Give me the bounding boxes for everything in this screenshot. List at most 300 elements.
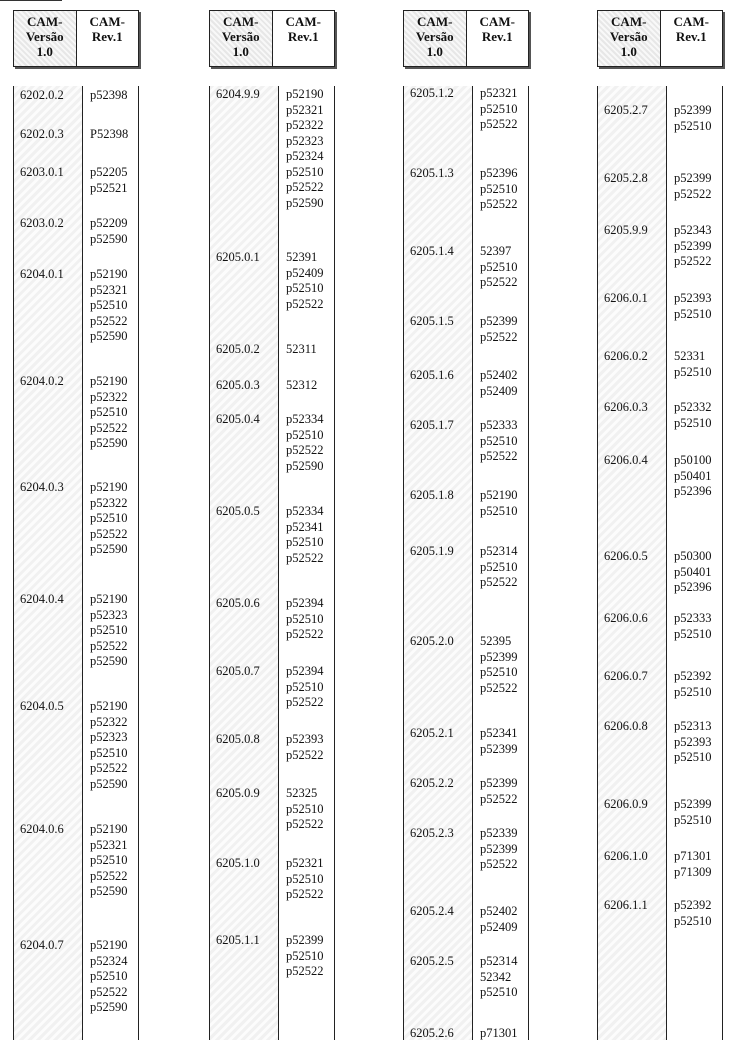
header-cam-rev: [77, 11, 139, 66]
rev-references: [90, 592, 128, 670]
cam-code: 6205.1.5: [410, 314, 454, 328]
rev-ref: p52190: [90, 480, 128, 494]
column-header: [403, 10, 529, 67]
rev-ref: p52522: [674, 254, 712, 268]
cam-code: 6206.0.6: [604, 611, 648, 625]
rev-ref: p52323: [286, 133, 324, 148]
cam-code: 6205.2.3: [410, 826, 454, 840]
cam-code: 6205.0.4: [216, 412, 260, 426]
cam-code: 6205.0.3: [216, 378, 260, 392]
rev-ref: 52397: [480, 244, 512, 258]
rev-references: [90, 88, 128, 104]
rev-ref: p52590: [90, 542, 128, 556]
rev-ref: p52322: [90, 714, 128, 729]
rev-ref: p52334: [286, 504, 324, 518]
header-line: CAM-: [285, 14, 321, 29]
column-divider: [472, 86, 473, 1040]
rev-references: [674, 291, 712, 322]
rev-ref: p52522: [286, 627, 324, 641]
rev-references: [90, 480, 128, 558]
cam-code: 6205.1.6: [410, 368, 454, 382]
rev-ref: p52333: [480, 418, 518, 432]
header-cam-versao: [598, 11, 661, 66]
cam-code: 6205.1.9: [410, 544, 454, 558]
cam-code: 6204.0.2: [20, 374, 64, 388]
rev-references: [286, 412, 324, 474]
rev-ref: p52392: [674, 669, 712, 683]
rev-references: [674, 611, 712, 642]
rev-references: [674, 223, 712, 270]
rev-ref: 52391: [286, 250, 318, 264]
rev-references: [90, 374, 128, 452]
rev-ref: p52510: [674, 812, 712, 827]
header-line: CAM-: [479, 14, 515, 29]
column-body: [597, 86, 723, 1040]
rev-references: [286, 250, 324, 312]
header-line: CAM-: [89, 14, 125, 29]
rev-ref: p71301: [674, 849, 712, 863]
rev-ref: p52190: [480, 488, 518, 502]
rev-ref: p52590: [286, 195, 324, 210]
column-header: [13, 10, 139, 67]
rev-ref: p50401: [674, 564, 712, 579]
rev-references: [674, 171, 712, 202]
cam-code: 6205.1.8: [410, 488, 454, 502]
rev-ref: p52522: [286, 747, 324, 762]
rev-ref: p52522: [286, 180, 324, 194]
rev-ref: p52190: [90, 374, 128, 388]
rev-ref: p52399: [480, 314, 518, 328]
cam-code: 6205.0.5: [216, 504, 260, 518]
rev-references: [674, 669, 712, 700]
cam-code: 6204.0.1: [20, 267, 64, 281]
rev-ref: p52510: [286, 535, 324, 549]
rev-ref: p52321: [286, 102, 324, 117]
header-cam-rev: [467, 11, 529, 66]
rev-ref: p71309: [674, 864, 712, 879]
rev-references: [674, 719, 712, 766]
rev-references: [674, 549, 712, 596]
cam-code: 6204.0.5: [20, 699, 64, 713]
rev-ref: p52510: [90, 405, 128, 419]
rev-ref: p52399: [674, 797, 712, 811]
rev-references: [480, 826, 518, 873]
rev-references: [480, 166, 518, 213]
rev-ref: p52510: [90, 298, 128, 312]
cam-code: 6206.0.7: [604, 669, 648, 683]
column-divider: [278, 86, 279, 1040]
cam-code: 6206.1.1: [604, 898, 648, 912]
rev-ref: p52510: [480, 503, 518, 518]
cam-code: 6204.0.4: [20, 592, 64, 606]
rev-ref: p52510: [674, 364, 712, 379]
cam-code: 6205.0.7: [216, 664, 260, 678]
cam-code: 6205.0.1: [216, 250, 260, 264]
rev-ref: p52510: [674, 684, 712, 699]
header-cam-versao: [14, 11, 77, 66]
header-line: CAM-: [27, 14, 63, 29]
rev-references: [480, 1026, 518, 1042]
rev-ref: p52510: [674, 750, 712, 764]
rev-ref: p52321: [90, 837, 128, 852]
rev-ref: p52399: [674, 171, 712, 185]
rev-ref: p52333: [674, 611, 712, 625]
rev-ref: p52321: [90, 282, 128, 297]
rev-ref: p52510: [90, 745, 128, 760]
rev-ref: p52190: [90, 822, 128, 836]
rev-ref: p52590: [90, 776, 128, 791]
table-column-4: [597, 10, 723, 1040]
header-line: Rev.1: [287, 29, 319, 44]
rev-references: [286, 786, 324, 833]
rev-ref: p52510: [90, 511, 128, 525]
rev-ref: p52522: [286, 817, 324, 831]
rev-ref: p52510: [480, 985, 518, 999]
rev-ref: p52590: [286, 458, 324, 473]
column-body: [13, 86, 139, 1040]
rev-ref: p52522: [286, 964, 324, 978]
rev-ref: p52522: [90, 761, 128, 775]
cam-code: 6205.2.2: [410, 776, 454, 790]
rev-ref: p52590: [90, 1000, 128, 1014]
header-line: 1.0: [620, 44, 637, 59]
cam-code: 6205.1.7: [410, 418, 454, 432]
rev-ref: p52510: [480, 259, 518, 274]
rev-ref: p52314: [480, 954, 518, 968]
rev-ref: p50401: [674, 468, 712, 483]
rev-ref: p52522: [286, 443, 324, 457]
rev-ref: 52325: [286, 786, 318, 800]
rev-references: [480, 488, 518, 519]
rev-ref: p52399: [480, 741, 518, 756]
cam-code: 6205.2.0: [410, 634, 454, 648]
rev-ref: p52522: [480, 680, 518, 695]
cam-code: 6205.1.1: [216, 933, 260, 947]
rev-ref: p52205: [90, 165, 128, 179]
rev-ref: p50300: [674, 549, 712, 563]
column-body: [403, 86, 529, 1040]
header-line: Versão: [415, 29, 454, 44]
cam-code: 6204.0.6: [20, 822, 64, 836]
header-line: CAM-: [417, 14, 453, 29]
cam-code: 6205.1.2: [410, 86, 454, 100]
rev-ref: 52311: [286, 342, 317, 356]
rev-references: [674, 349, 712, 380]
header-line: 1.0: [36, 44, 53, 59]
cam-code: 6202.0.2: [20, 88, 64, 102]
rev-ref: p52510: [286, 801, 324, 816]
header-line: 1.0: [232, 44, 249, 59]
rev-ref: p52510: [90, 969, 128, 983]
rev-ref: p52339: [480, 826, 518, 840]
rev-ref: p52332: [674, 400, 712, 414]
cam-code: 6205.0.8: [216, 732, 260, 746]
rev-ref: p52190: [90, 267, 128, 281]
rev-ref: p52510: [674, 626, 712, 641]
rev-ref: p52399: [674, 238, 712, 253]
rev-ref: p52590: [90, 436, 128, 450]
rev-ref: p52343: [674, 223, 712, 237]
cam-code: 6205.2.8: [604, 171, 648, 185]
rev-ref: p52321: [286, 856, 324, 870]
cam-code: 6205.2.1: [410, 726, 454, 740]
cam-code: 6205.0.9: [216, 786, 260, 800]
rev-ref: p52399: [286, 933, 324, 947]
table-column-1: [13, 10, 139, 1040]
header-line: CAM-: [611, 14, 647, 29]
rev-ref: p52396: [674, 580, 712, 594]
rev-references: [90, 267, 128, 345]
rev-ref: p52409: [286, 265, 324, 280]
rev-ref: p52522: [480, 449, 518, 463]
rev-ref: p52190: [90, 592, 128, 606]
rev-references: [480, 776, 518, 807]
cam-code: 6206.0.4: [604, 453, 648, 467]
cam-code: 6206.0.3: [604, 400, 648, 414]
rev-ref: p52590: [90, 884, 128, 898]
cam-code: 6206.0.9: [604, 797, 648, 811]
column-divider: [666, 86, 667, 1040]
rev-ref: p52396: [674, 484, 712, 498]
rev-ref: 52312: [286, 378, 318, 392]
rev-references: [286, 664, 324, 711]
rev-ref: p52522: [286, 887, 324, 901]
rev-ref: p52399: [480, 649, 518, 664]
cam-code: 6206.1.0: [604, 849, 648, 863]
cam-code: 6205.2.4: [410, 904, 454, 918]
rev-references: [286, 596, 324, 643]
rev-references: [90, 938, 128, 1016]
rev-ref: p52341: [286, 519, 324, 534]
rev-ref: p52324: [90, 953, 128, 968]
rev-references: [674, 898, 712, 929]
cam-code: 6203.0.1: [20, 165, 64, 179]
rev-references: [286, 933, 324, 980]
rev-references: [90, 127, 128, 143]
rev-ref: p52522: [286, 550, 324, 565]
rev-ref: p52521: [90, 180, 128, 195]
rev-ref: 52342: [480, 969, 512, 984]
rev-ref: p52510: [286, 948, 324, 963]
cam-code: 6205.2.5: [410, 954, 454, 968]
rev-ref: p52209: [90, 216, 128, 230]
rev-ref: p52522: [90, 420, 128, 435]
rev-ref: p52510: [286, 164, 324, 179]
rev-references: [480, 954, 518, 1001]
rev-ref: 52395: [480, 634, 512, 648]
rev-references: [286, 732, 324, 763]
rev-ref: p50100: [674, 453, 712, 467]
rev-ref: p52510: [674, 913, 712, 928]
rev-references: [480, 86, 518, 133]
rev-references: [286, 856, 324, 903]
column-header: [597, 10, 723, 67]
rev-ref: p52398: [90, 88, 128, 102]
rev-references: [90, 699, 128, 792]
rev-references: [480, 314, 518, 345]
rev-ref: p52522: [286, 296, 324, 311]
rev-ref: p52402: [480, 368, 518, 382]
rev-ref: p52522: [90, 313, 128, 328]
rev-ref: p52522: [90, 638, 128, 653]
rev-references: [674, 453, 712, 500]
rev-references: [480, 544, 518, 591]
rev-references: [90, 216, 128, 247]
cam-code: 6205.2.6: [410, 1026, 454, 1040]
code-cell-background: [210, 86, 278, 1040]
header-cam-versao: [404, 11, 467, 66]
rev-ref: p52190: [286, 87, 324, 101]
rev-ref: p52510: [674, 306, 712, 321]
rev-references: [674, 849, 712, 880]
rev-references: [674, 797, 712, 828]
header-line: 1.0: [426, 44, 443, 59]
rev-ref: p52510: [480, 101, 518, 116]
rev-references: [90, 822, 128, 900]
rev-ref: p52590: [90, 231, 128, 246]
cam-code: 6204.0.3: [20, 480, 64, 494]
rev-references: [286, 378, 317, 394]
rev-ref: p52190: [90, 699, 128, 713]
rev-ref: p52590: [90, 654, 128, 668]
rev-ref: p52399: [480, 776, 518, 790]
header-line: Versão: [221, 29, 260, 44]
rev-ref: p52321: [480, 86, 518, 100]
rev-ref: p52510: [674, 415, 712, 430]
rev-ref: p52402: [480, 904, 518, 918]
rev-ref: p52394: [286, 664, 324, 678]
header-line: Rev.1: [675, 29, 707, 44]
header-line: CAM-: [223, 14, 259, 29]
rev-ref: p52322: [90, 389, 128, 404]
rev-ref: p52590: [90, 329, 128, 343]
rev-ref: p52510: [674, 118, 712, 133]
rev-ref: p52323: [90, 607, 128, 622]
rev-ref: p52510: [480, 433, 518, 448]
rev-ref: P52398: [90, 127, 129, 141]
rev-ref: p52510: [480, 665, 518, 679]
header-line: Rev.1: [91, 29, 123, 44]
rev-references: [480, 244, 518, 291]
rev-ref: p52392: [674, 898, 712, 912]
rev-ref: p52393: [286, 732, 324, 746]
rev-ref: p52522: [90, 984, 128, 999]
cam-code: 6205.0.2: [216, 342, 260, 356]
rev-references: [674, 400, 712, 431]
rev-ref: p52522: [480, 117, 518, 131]
header-cam-versao: [210, 11, 273, 66]
rev-references: [286, 87, 324, 211]
cam-code: 6204.0.7: [20, 938, 64, 952]
header-line: Versão: [609, 29, 648, 44]
rev-ref: p52409: [480, 919, 518, 934]
rev-references: [480, 904, 518, 935]
rev-ref: p52399: [480, 841, 518, 856]
rev-ref: p52409: [480, 383, 518, 398]
code-cell-background: [404, 86, 472, 1040]
rev-references: [286, 342, 317, 358]
rev-ref: p52522: [480, 329, 518, 344]
rev-ref: p52393: [674, 291, 712, 305]
rev-ref: p52510: [286, 871, 324, 886]
rev-ref: p52522: [480, 857, 518, 871]
rev-ref: p52522: [286, 695, 324, 709]
cam-code: 6206.0.8: [604, 719, 648, 733]
rev-ref: p52334: [286, 412, 324, 426]
rev-references: [480, 368, 518, 399]
cam-code: 6205.1.3: [410, 166, 454, 180]
header-cam-rev: [273, 11, 335, 66]
rev-ref: p52522: [90, 868, 128, 883]
rev-ref: p52314: [480, 544, 518, 558]
header-line: CAM-: [673, 14, 709, 29]
rev-ref: p52394: [286, 596, 324, 610]
rev-references: [286, 504, 324, 566]
rev-ref: p52510: [90, 853, 128, 867]
rev-ref: p52341: [480, 726, 518, 740]
rev-ref: p52393: [674, 734, 712, 749]
cam-code: 6206.0.5: [604, 549, 648, 563]
cam-code: 6204.9.9: [216, 87, 260, 101]
rev-ref: p52322: [286, 118, 324, 132]
cam-code: 6205.2.7: [604, 103, 648, 117]
rev-ref: p52510: [90, 623, 128, 637]
cam-code: 6202.0.3: [20, 127, 64, 141]
rev-ref: p52522: [480, 575, 518, 589]
cam-code: 6203.0.2: [20, 216, 64, 230]
rev-ref: p52190: [90, 938, 128, 952]
rev-references: [480, 634, 518, 696]
rev-ref: p52399: [674, 103, 712, 117]
cam-code: 6205.9.9: [604, 223, 648, 237]
rev-ref: p52396: [480, 166, 518, 180]
rev-ref: p52510: [480, 559, 518, 574]
cam-code: 6206.0.2: [604, 349, 648, 363]
rev-ref: p52323: [90, 730, 128, 744]
top-rule: [0, 0, 62, 1]
header-line: Versão: [25, 29, 64, 44]
rev-ref: p52522: [480, 791, 518, 806]
rev-ref: p52322: [90, 495, 128, 510]
rev-ref: p52510: [286, 679, 324, 694]
cam-code: 6206.0.1: [604, 291, 648, 305]
rev-ref: p52324: [286, 149, 324, 163]
cam-code: 6205.1.0: [216, 856, 260, 870]
cam-code: 6205.1.4: [410, 244, 454, 258]
rev-references: [480, 418, 518, 465]
cam-code: 6205.0.6: [216, 596, 260, 610]
column-header: [209, 10, 335, 67]
rev-ref: p52510: [286, 281, 324, 295]
rev-ref: 52331: [674, 349, 706, 363]
rev-references: [480, 726, 518, 757]
table-column-3: [403, 10, 529, 1040]
rev-ref: p52522: [674, 186, 712, 201]
column-divider: [82, 86, 83, 1040]
rev-ref: p52313: [674, 719, 712, 733]
rev-ref: p52522: [480, 197, 518, 211]
rev-references: [674, 103, 712, 134]
rev-references: [90, 165, 128, 196]
header-line: Rev.1: [481, 29, 513, 44]
rev-ref: p52522: [480, 275, 518, 289]
rev-ref: p71301: [480, 1026, 518, 1040]
table-column-2: [209, 10, 335, 1040]
column-body: [209, 86, 335, 1040]
rev-ref: p52510: [286, 427, 324, 442]
rev-ref: p52510: [480, 181, 518, 196]
rev-ref: p52510: [286, 611, 324, 626]
